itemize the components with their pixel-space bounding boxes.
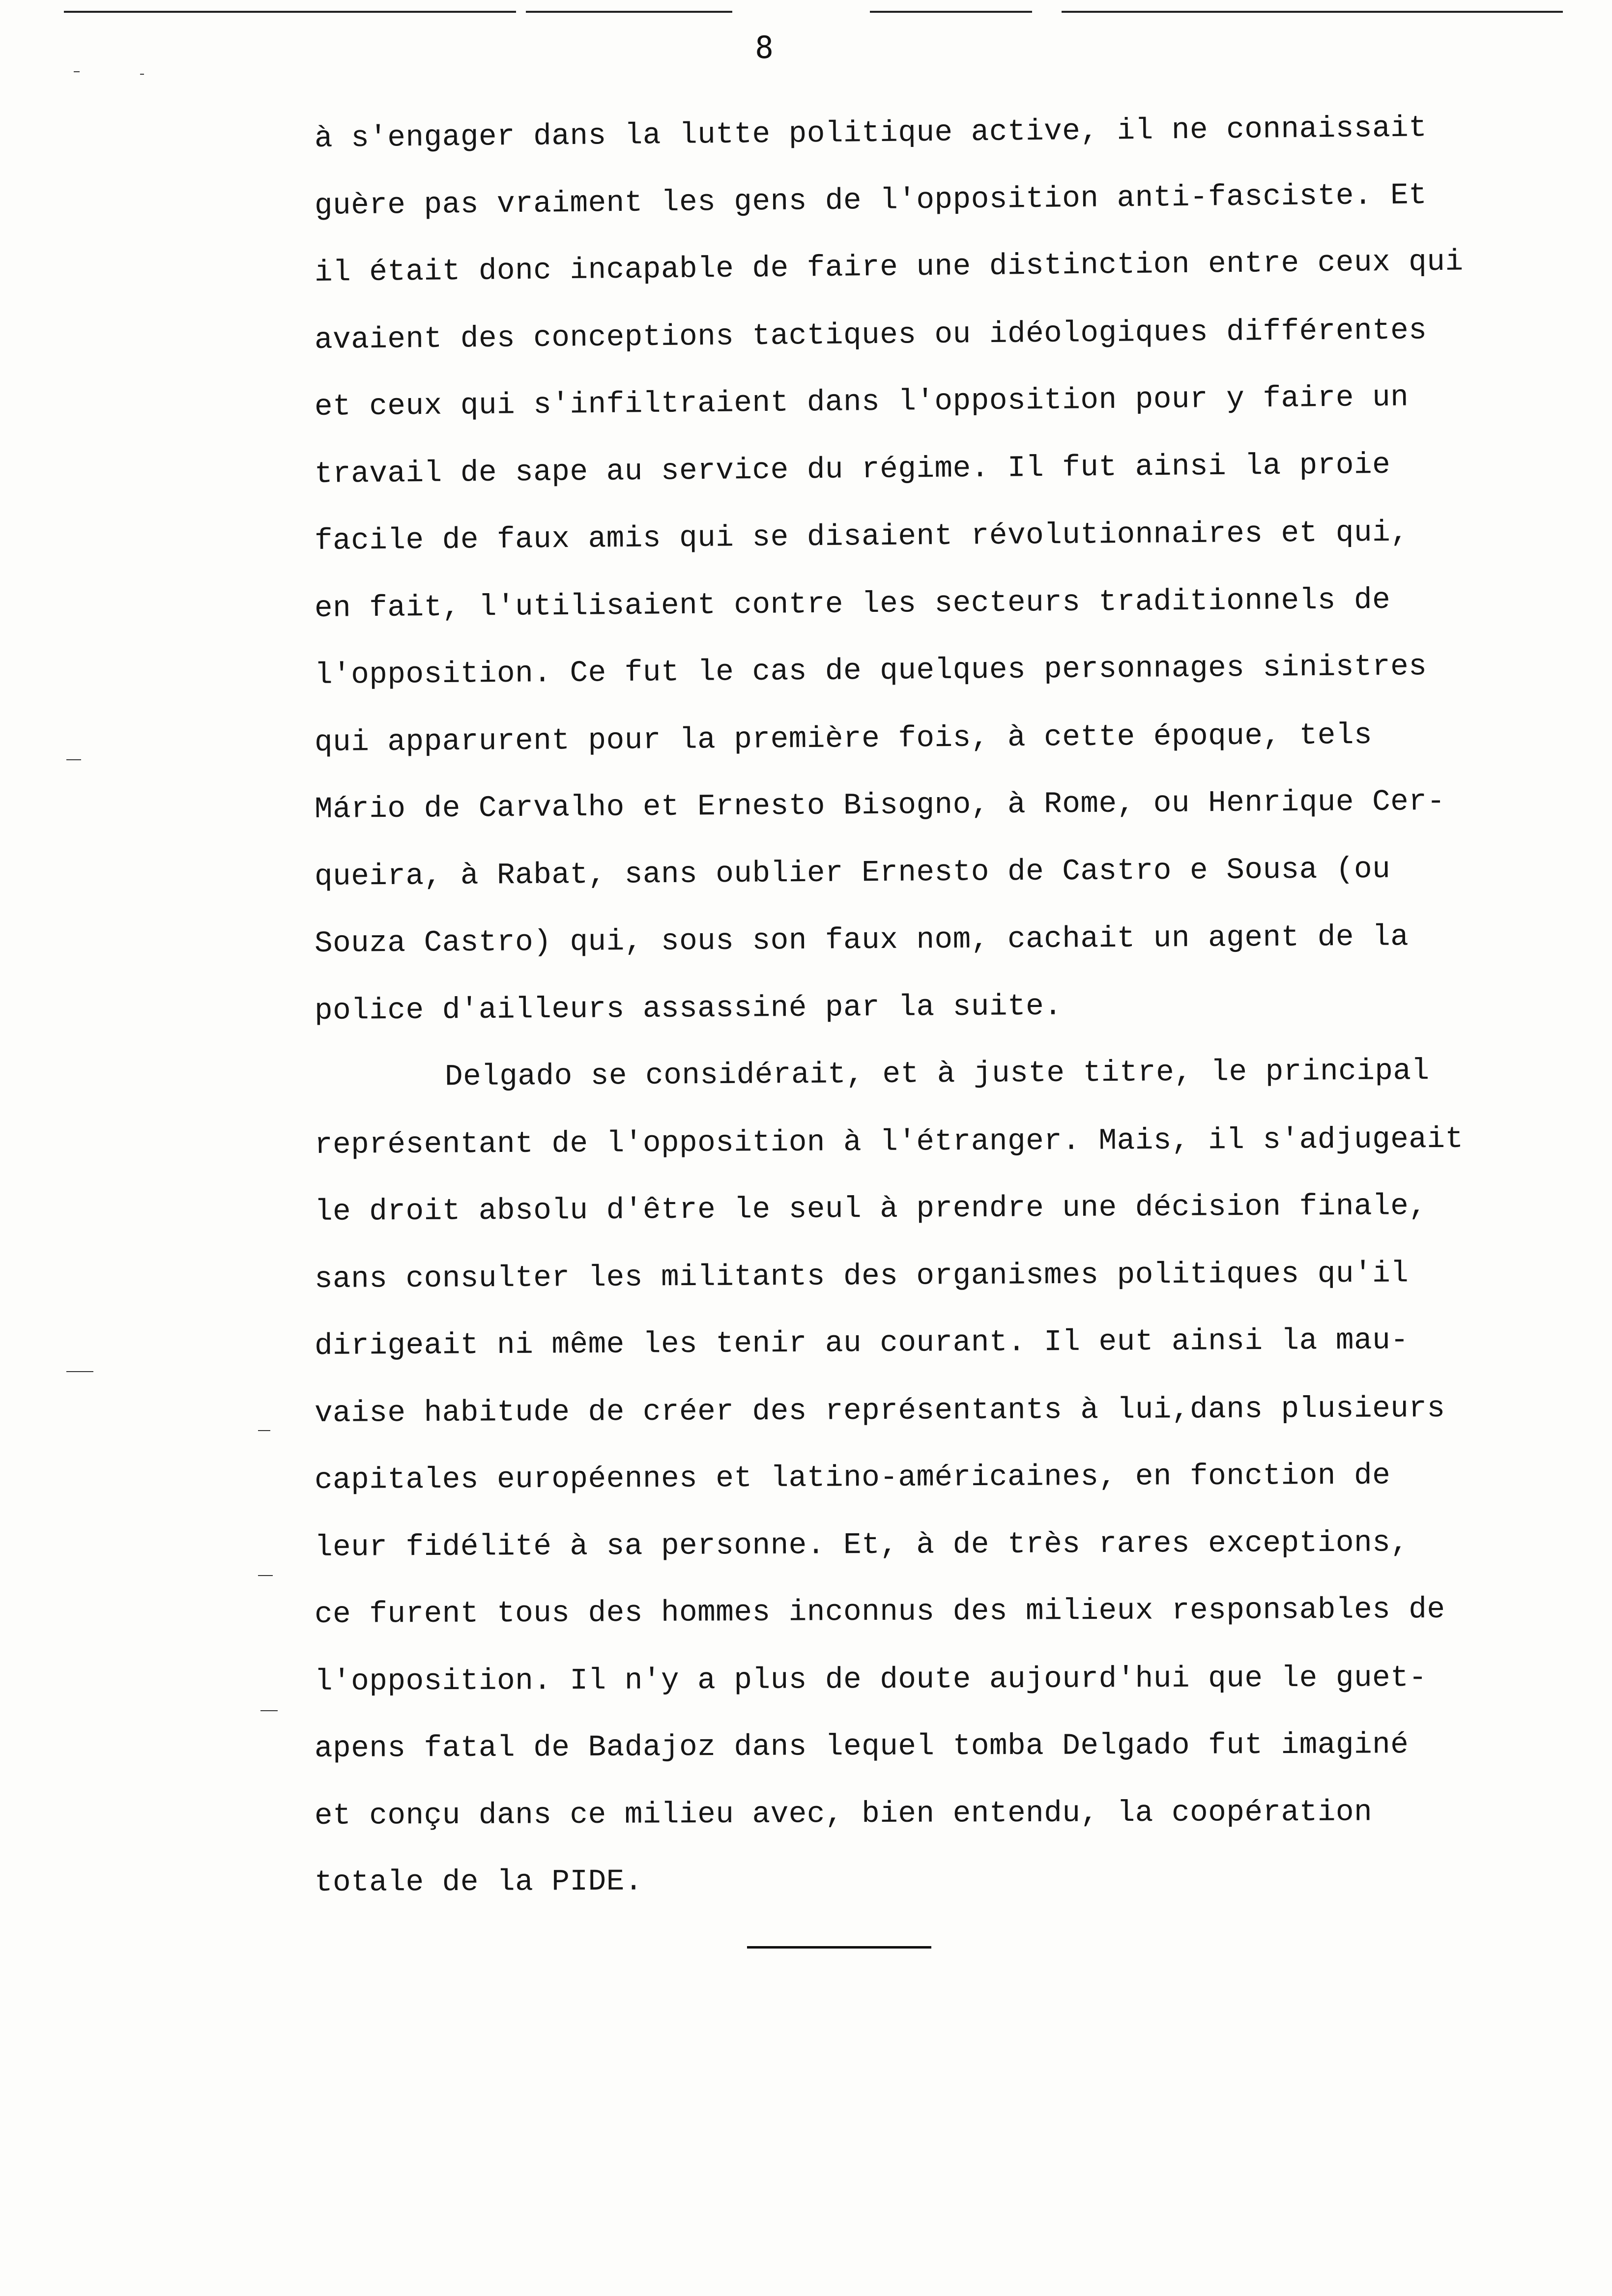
body-text xyxy=(315,106,1602,1917)
text-line: qui apparurent pour la première fois, à cette époque, tels xyxy=(314,718,1373,760)
text-line: capitales européennes et latino-américaines, en fonction de xyxy=(314,1459,1391,1497)
text-line: Souza Castro) qui, sous son faux nom, cachait un agent de la xyxy=(314,920,1409,961)
text-line: leur fidélité à sa personne. Et, à de très rares exceptions, xyxy=(314,1525,1409,1565)
text-line: guère pas vraiment les gens de l'opposition anti-fasciste. Et xyxy=(314,178,1427,223)
paragraph-1 xyxy=(315,106,1602,1045)
text-line: dirigeait ni même les tenir au courant. Il eut ainsi la mau- xyxy=(314,1323,1409,1363)
margin-speck xyxy=(140,74,144,75)
text-line: l'opposition. Il n'y a plus de doute aujourd'hui que le guet- xyxy=(314,1661,1427,1699)
text-line: en fait, l'utilisaient contre les secteurs traditionnels de xyxy=(314,583,1391,626)
text-line: et conçu dans ce milieu avec, bien entendu, la coopération xyxy=(314,1795,1373,1833)
margin-speck xyxy=(66,1371,93,1372)
text-line: vaise habitude de créer des représentants à lui,dans plusieurs xyxy=(314,1391,1445,1431)
text-line: travail de sape au service du régime. Il fut ainsi la proie xyxy=(314,448,1391,491)
text-line: représentant de l'opposition à l'étranger. Mais, il s'adjugeait xyxy=(314,1122,1464,1162)
margin-speck xyxy=(260,1710,278,1711)
text-line: facile de faux amis qui se disaient révolutionnaires et qui, xyxy=(314,516,1409,558)
margin-speck xyxy=(258,1430,270,1431)
text-line: avaient des conceptions tactiques ou idéologiques différentes xyxy=(314,313,1427,357)
paragraph-2 xyxy=(315,1045,1602,1917)
text-line: Mário de Carvalho et Ernesto Bisogno, à Rome, ou Henrique Cer- xyxy=(314,784,1445,827)
top-edge-rule xyxy=(870,11,1032,13)
margin-speck xyxy=(66,759,81,760)
page-number: 8 xyxy=(755,29,774,65)
text-line: et ceux qui s'infiltraient dans l'opposition pour y faire un xyxy=(314,380,1409,424)
text-line: queira, à Rabat, sans oublier Ernesto de Castro e Sousa (ou xyxy=(314,852,1391,894)
text-line: police d'ailleurs assassiné par la suite. xyxy=(314,989,1063,1028)
text-line: à s'engager dans la lutte politique active, il ne connaissait xyxy=(314,111,1427,156)
margin-speck xyxy=(258,1575,273,1576)
text-line: sans consulter les militants des organismes politiques qu'il xyxy=(314,1256,1409,1296)
text-line: apens fatal de Badajoz dans lequel tomba Delgado fut imaginé xyxy=(314,1728,1409,1766)
text-line: l'opposition. Ce fut le cas de quelques personnages sinistres xyxy=(314,650,1427,692)
text-line: il était donc incapable de faire une distinction entre ceux qui xyxy=(314,245,1464,290)
top-edge-rule xyxy=(526,11,732,13)
text-line: Delgado se considérait, et à juste titre, le principal xyxy=(444,1054,1430,1094)
top-edge-rule xyxy=(1062,11,1563,13)
text-line: le droit absolu d'être le seul à prendre une décision finale, xyxy=(314,1189,1427,1229)
text-line: totale de la PIDE. xyxy=(314,1865,643,1900)
end-of-section-rule xyxy=(747,1946,931,1949)
margin-speck xyxy=(74,71,80,72)
top-edge-rule xyxy=(64,11,516,13)
text-line: ce furent tous des hommes inconnus des milieux responsables de xyxy=(314,1592,1445,1632)
